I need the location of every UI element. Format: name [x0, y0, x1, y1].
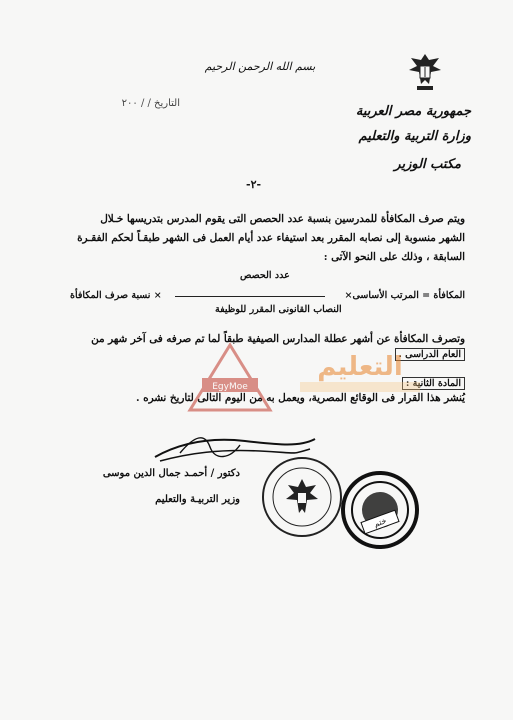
signatory-title: وزير التربيـة والتعليم [155, 494, 240, 505]
site-watermark [150, 330, 440, 420]
formula-lhs: المكافأة = المرتب الأساسى× [344, 290, 465, 301]
paragraph-1-line-2: الشهر منسوبة إلى نصابه المقرر بعد استيفاء عدد أيام العمل فى الشهر طبقـاً لحكم الفقـرة [77, 232, 465, 244]
watermark-text: التعليم [317, 352, 403, 382]
formula-denominator: النصاب القانونى المقرر للوظيفة [215, 304, 342, 315]
paragraph-1-line-1: ويتم صرف المكافأة للمدرسين بنسبة عدد الحصص التى يقوم المدرس بتدريسها خـلال [100, 213, 465, 225]
formula-numerator: عدد الحصص [240, 270, 290, 281]
org-line-country: جمهورية مصر العربية [355, 104, 471, 119]
signatory-name: دكتور / أحمـد جمال الدين موسى [102, 468, 240, 479]
page-number: -٢- [246, 178, 262, 191]
ministry-seal-icon [260, 455, 344, 539]
article-2-label: المادة الثانية : [402, 377, 465, 390]
paragraph-2-end: العام الدراسى . [395, 348, 465, 361]
org-line-ministry: وزارة التربية والتعليم [358, 129, 471, 144]
round-stamp-icon [340, 470, 420, 550]
org-line-office: مكتب الوزير [394, 157, 461, 172]
paragraph-1-line-3: السابقة ، وذلك على النحو الآتى : [323, 251, 465, 263]
paragraph-3: يُنشر هذا القرار فى الوقائع المصرية، ويعمل به من اليوم التالى لتاريخ نشره . [136, 392, 465, 404]
formula-rhs: × نسبة صرف المكافأة [70, 290, 162, 301]
paragraph-2-line-1: وتصرف المكافأة عن أشهر عطلة المدارس الصيفية طبقاً لما تم صرفه فى آخر شهر من [91, 333, 465, 345]
date-line: التاريخ / / ٢٠٠ [121, 98, 180, 109]
eagle-emblem-icon [405, 50, 445, 96]
formula-fraction-bar [175, 296, 325, 297]
stamp-text: ختم [372, 516, 388, 529]
basmala: بسم الله الرحمن الرحيم [204, 60, 316, 73]
watermark-logo-text: EgyMoe [212, 382, 248, 392]
